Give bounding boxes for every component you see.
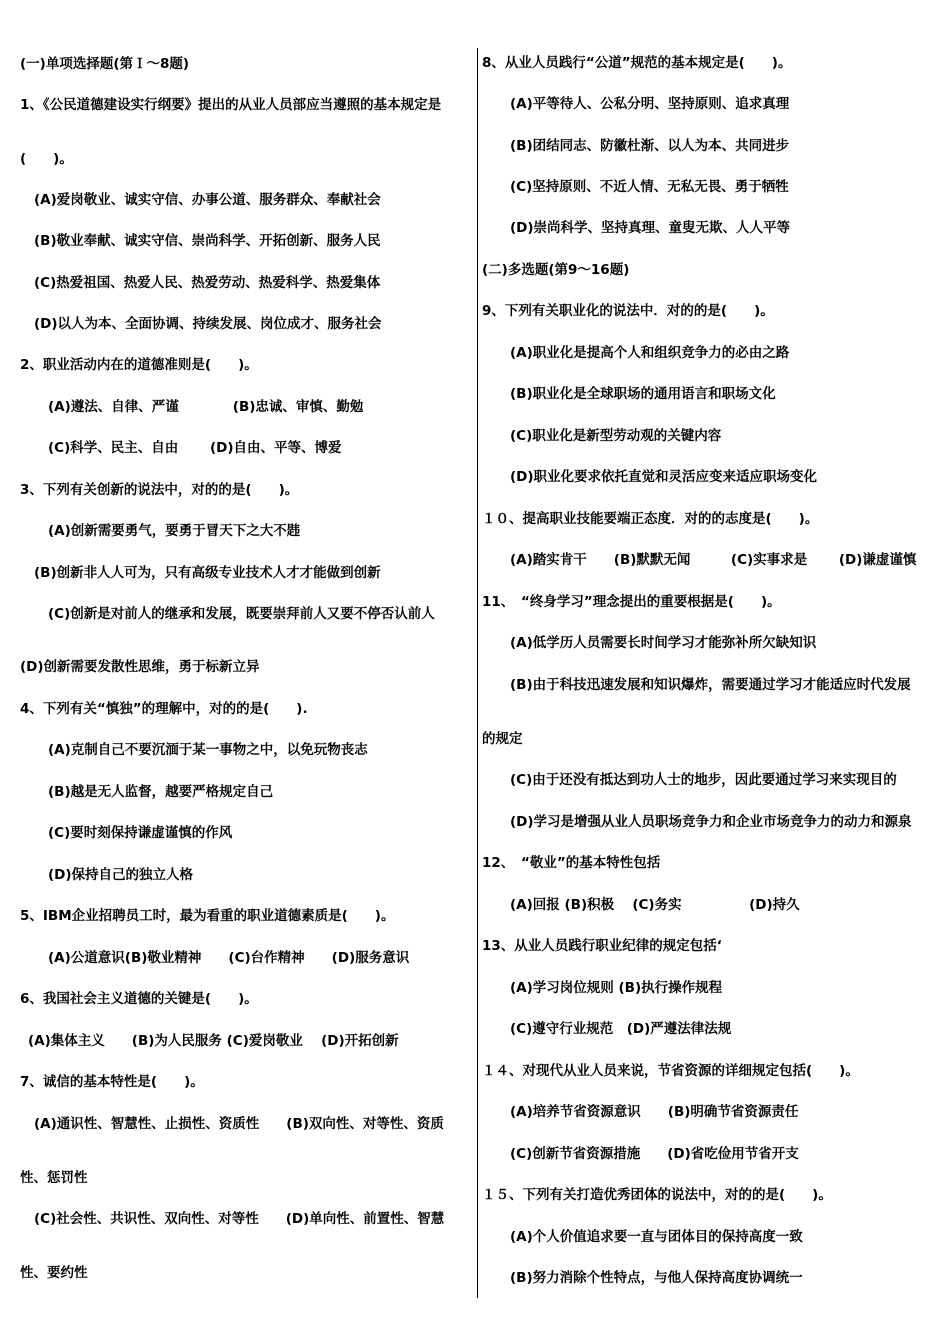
text-line: (A)培养节省资源意识 (B)明确节省资源责任 [510, 1104, 799, 1120]
text-line: 1、《公民道德建设实行纲要》提出的从业人员部应当遵照的基本规定是 [20, 97, 442, 113]
text-line: (A)回报 (B)积极 (C)务实 (D)持久 [510, 897, 800, 913]
text-line: (A)学习岗位规则 (B)执行操作规程 [510, 980, 723, 996]
text-line: 8、从业人员践行“公道”规范的基本规定是( )。 [482, 55, 792, 71]
text-line: (D)以人为本、全面协调、持续发展、岗位成才、服务社会 [34, 316, 382, 332]
text-line: (B)敬业奉献、诚实守信、崇尚科学、开拓创新、服务人民 [34, 233, 381, 249]
text-line: (C)热爱祖国、热爱人民、热爱劳动、热爱科学、热爱集体 [34, 275, 381, 291]
text-line: (B)创新非人人可为，只有高级专业技术人才才能做到创新 [34, 565, 381, 581]
text-line: (C)创新是对前人的继承和发展，既要崇拜前人又要不停否认前人 [48, 606, 435, 622]
text-line: (A)低学历人员需要长时间学习才能弥补所欠缺知识 [510, 635, 817, 651]
text-line: ( )。 [20, 151, 73, 167]
text-line: 3、下列有关创新的说法中，对的的是( )。 [20, 482, 299, 498]
text-line: (C)遵守行业规范 (D)严遵法律法规 [510, 1021, 732, 1037]
text-line: (B)努力消除个性特点，与他人保持高度协调统一 [510, 1270, 803, 1286]
text-line: (D)创新需要发散性思维，勇于标新立异 [20, 659, 260, 675]
text-line: (A)职业化是提高个人和组织竞争力的必由之路 [510, 345, 790, 361]
text-line: (B)团结同志、防徽杜渐、以人为本、共同进步 [510, 138, 790, 154]
text-line: 7、诚信的基本特性是( )。 [20, 1074, 204, 1090]
text-line: (C)职业化是新型劳动观的关键内容 [510, 428, 722, 444]
text-line: (C)坚持原则、不近人情、无私无畏、勇于牺牲 [510, 179, 789, 195]
text-line: (A)个人价值追求要一直与团体目的保持高度一致 [510, 1229, 803, 1245]
text-line: １５、下列有关打造优秀团体的说法中，对的的是( )。 [482, 1187, 832, 1203]
text-line: 12、 “敬业”的基本特性包括 [482, 855, 661, 871]
text-line: (A)创新需要勇气，要勇于冒天下之大不韪 [48, 523, 301, 539]
text-line: 13、从业人员践行职业纪律的规定包括‘ [482, 938, 722, 954]
text-line: (A)踏实肯干 (B)默默无闻 (C)实事求是 (D)谦虚谨慎 [510, 552, 917, 568]
text-line: (C)创新节省资源措施 (D)省吃俭用节省开支 [510, 1146, 799, 1162]
text-line: 11、 “终身学习”理念提出的重要根据是( )。 [482, 594, 781, 610]
text-line: (A)遵法、自律、严谨 (B)忠诚、审慎、勤勉 [48, 399, 364, 415]
text-line: 的规定 [482, 731, 523, 747]
text-line: (C)要时刻保持谦虚谨慎的作风 [48, 825, 233, 841]
text-line: (A)克制自己不要沉湎于某一事物之中，以免玩物丧志 [48, 742, 368, 758]
text-line: (C)由于还没有抵达到功人士的地步，因此要通过学习来实现目的 [510, 772, 897, 788]
text-line: (A)公道意识(B)敬业精神 (C)台作精神 (D)服务意识 [48, 950, 410, 966]
text-line: (D)学习是增强从业人员职场竞争力和企业市场竞争力的动力和源泉 [510, 814, 912, 830]
text-line: 性、惩罚性 [20, 1170, 88, 1186]
text-line: (D)崇尚科学、坚持真理、童叟无欺、人人平等 [510, 220, 791, 236]
text-line: (C)科学、民主、自由 (D)自由、平等、博爱 [48, 440, 342, 456]
text-line: 9、下列有关职业化的说法中．对的的是( )。 [482, 303, 774, 319]
text-line: (A)爱岗敬业、诚实守信、办事公道、服务群众、奉献社会 [34, 192, 381, 208]
text-line: (B)越是无人监督，越要严格规定自己 [48, 784, 274, 800]
text-line: (D)职业化要求依托直觉和灵活应变来适应职场变化 [510, 469, 818, 485]
text-line: (一)单项选择题(第Ｉ～8题) [20, 56, 190, 72]
text-line: (A)集体主义 (B)为人民服务 (C)爱岗敬业 (D)开拓创新 [28, 1033, 399, 1049]
text-line: (A)通识性、智慧性、止损性、资质性 (B)双向性、对等性、资质 [34, 1116, 444, 1132]
text-line: (A)平等待人、公私分明、坚持原则、追求真理 [510, 96, 790, 112]
text-line: 2、职业活动内在的道德准则是( )。 [20, 357, 258, 373]
text-line: (C)社会性、共识性、双向性、对等性 (D)单向性、前置性、智慧 [34, 1211, 445, 1227]
text-line: (B)职业化是全球职场的通用语言和职场文化 [510, 386, 776, 402]
text-line: 5、IBM企业招聘员工时，最为看重的职业道德素质是( )。 [20, 908, 395, 924]
text-line: (D)保持自己的独立人格 [48, 867, 194, 883]
text-line: １０、提高职业技能要端正态度．对的的志度是( )。 [482, 511, 819, 527]
column-divider [477, 48, 478, 1298]
text-line: 4、下列有关“慎独”的理解中，对的的是( ). [20, 701, 308, 717]
text-line: (二)多选题(第9～16题) [482, 262, 630, 278]
text-line: (B)由于科技迅速发展和知识爆炸，需要通过学习才能适应时代发展 [510, 677, 911, 693]
text-line: １４、对现代从业人员来说，节省资源的详细规定包括( )。 [482, 1063, 859, 1079]
text-line: 6、我国社会主义道德的关键是( )。 [20, 991, 258, 1007]
text-line: 性、要约性 [20, 1265, 88, 1281]
